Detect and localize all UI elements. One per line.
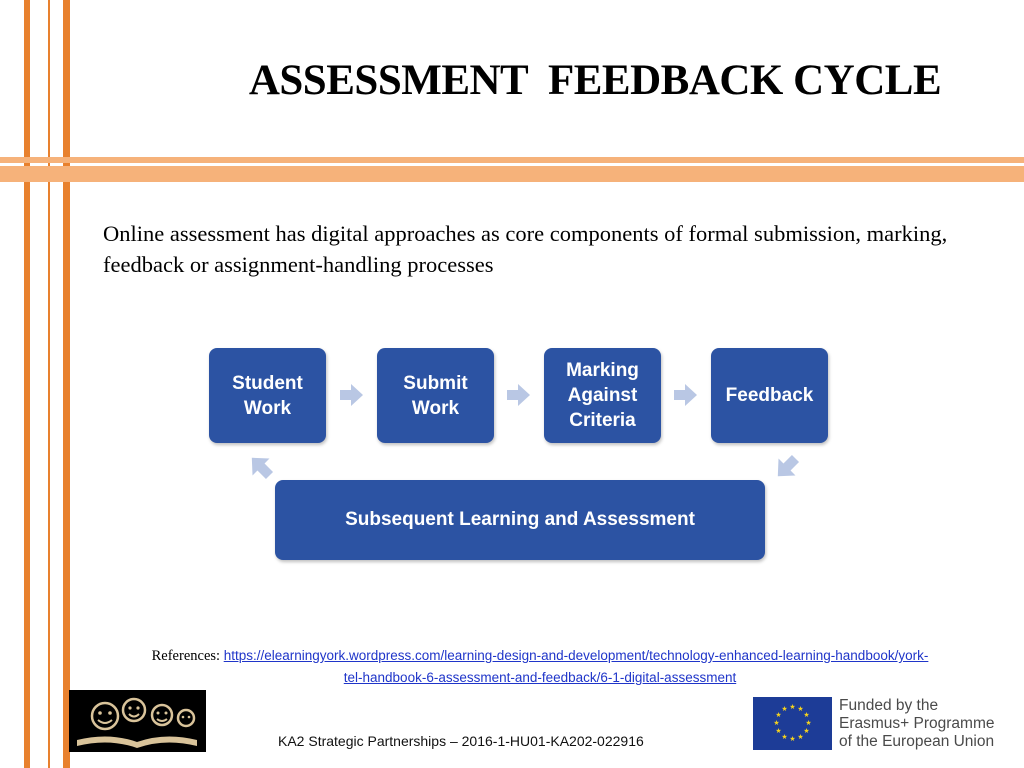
step-subsequent-learning <box>275 480 765 560</box>
step-marking-against-criteria <box>544 348 661 443</box>
svg-text:★: ★ <box>803 711 810 719</box>
slide-title: ASSESSMENT FEEDBACK CYCLE <box>248 57 942 104</box>
svg-text:★: ★ <box>789 735 796 743</box>
feedback-cycle-diagram <box>193 330 855 576</box>
arrow-right-icon <box>339 382 365 408</box>
svg-text:★: ★ <box>803 727 810 735</box>
step-student-work <box>209 348 326 443</box>
step-submit-work <box>377 348 494 443</box>
left-border-line-1 <box>24 0 30 768</box>
smiley-faces-icon <box>69 690 206 752</box>
svg-text:★: ★ <box>797 733 804 741</box>
intro-text: Online assessment has digital approaches as core components of formal submission, marking, feedback or assignment-handling processes <box>103 221 948 277</box>
step-label: Student Work <box>232 372 303 419</box>
svg-text:★: ★ <box>781 705 788 713</box>
left-border-line-3 <box>63 0 70 768</box>
svg-text:★: ★ <box>775 727 782 735</box>
project-logo <box>69 690 206 752</box>
svg-text:★: ★ <box>775 711 782 719</box>
references <box>150 645 930 689</box>
eu-flag-icon <box>753 697 832 750</box>
reference-link[interactable]: https://elearningyork.wordpress.com/learning-design-and-development/technology-enhanced-learning-handbook/york-tel-handbook-6-assessment-and-feedback/6-1-digital-assessment <box>223 648 929 685</box>
step-label: Marking Against Criteria <box>566 360 639 431</box>
step-feedback <box>711 348 828 443</box>
eu-funding-text: Funded by the Erasmus+ Programme of the European Union <box>839 697 995 750</box>
step-label: Feedback <box>725 385 814 406</box>
header-band-bottom <box>0 166 1024 182</box>
arrow-right-icon <box>673 382 699 408</box>
svg-text:★: ★ <box>773 719 780 727</box>
arrow-curve-right-icon <box>771 452 803 482</box>
svg-text:★: ★ <box>781 733 788 741</box>
arrow-curve-left-icon <box>245 452 277 482</box>
step-label: Submit Work <box>403 372 468 419</box>
step-label: Subsequent Learning and Assessment <box>345 509 695 530</box>
left-border-line-2 <box>48 0 50 768</box>
footer-text: KA2 Strategic Partnerships – 2016-1-HU01-KA202-022916 <box>278 733 644 749</box>
references-label: References: <box>151 648 221 664</box>
svg-text:★: ★ <box>805 719 812 727</box>
arrow-right-icon <box>506 382 532 408</box>
header-band-top <box>0 157 1024 163</box>
svg-text:★: ★ <box>789 703 796 711</box>
svg-text:★: ★ <box>797 705 804 713</box>
